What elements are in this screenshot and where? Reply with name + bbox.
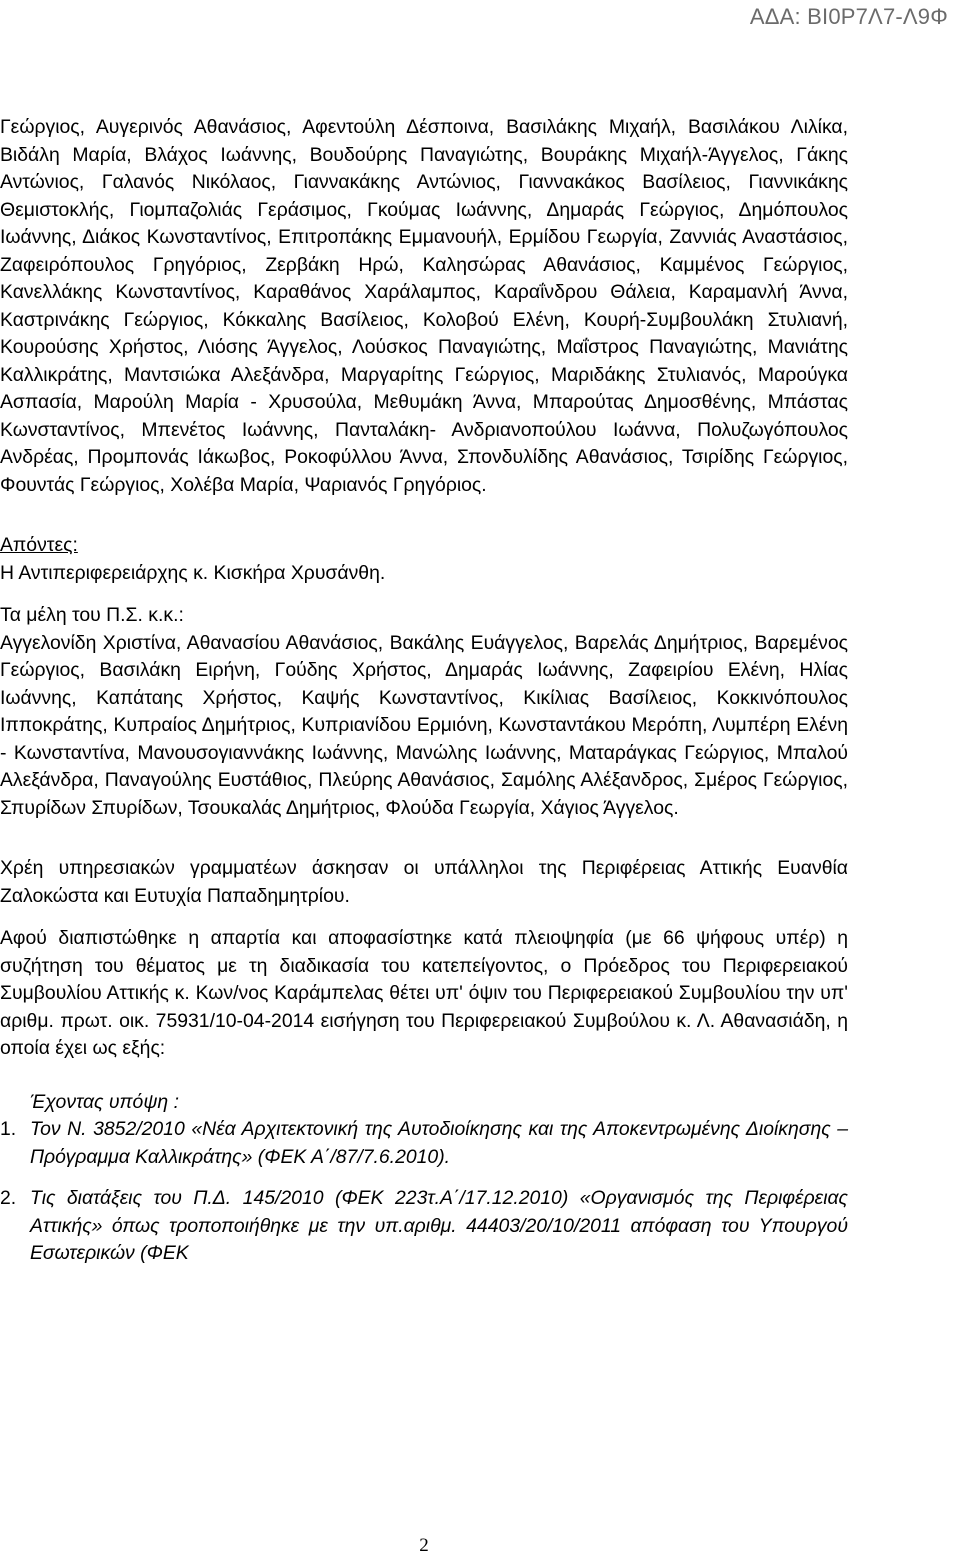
considering-section (0, 1089, 848, 1268)
present-members-list: Γεώργιος, Αυγερινός Αθανάσιος, Αφεντούλη Δέσποινα, Βασιλάκης Μιχαήλ, Βασιλάκου Λιλίκα, Βιδάλη Μαρία, Βλάχος Ιωάννης, Βουδούρης Παναγιώτης, Βουράκης Μιχαήλ-Άγγελος, Γάκης Αντώνιος, Γαλανός Νικόλαος, Γιαννακάκης Αντώνιος, Γιαννακάκος Βασίλειος, Γιαννικάκης Θεμιστοκλής, Γιομπαζολιάς Γεράσιμος, Γκούμας Ιωάννης, Δημαράς Γεώργιος, Δημόπουλος Ιωάννης, Διάκος Κωνσταντίνος, Επιτροπάκης Εμμανουήλ, Ερμίδου Γεωργία, Ζαννιάς Αναστάσιος, Ζαφειρόπουλος Γρηγόριος, Ζερβάκη Ηρώ, Καλησώρας Αθανάσιος, Καμμένος Γεώργιος, Κανελλάκης Κωνσταντίνος, Καραθάνος Χαράλαμπος, Καραΐνδρου Θάλεια, Καραμανλή Άννα, Καστρινάκης Γεώργιος, Κόκκαλης Βασίλειος, Κολοβού Ελένη, Κουρή-Συμβουλάκη Στυλιανή, Κουρούσης Χρήστος, Λιόσης Άγγελος, Λούσκος Παναγιώτης, Μαΐστρος Παναγιώτης, Μανιάτης Καλλικράτης, Μαντσιώκα Αλεξάνδρα, Μαργαρίτης Γεώργιος, Μαριδάκης Στυλιανός, Μαρούγκα Ασπασία, Μαρούλη Μαρία - Χρυσούλα, Μεθυμάκη Άννα, Μπαρούτας Δημοσθένης, Μπάστας Κωνσταντίνος, Μπενέτος Ιωάννης, Πανταλάκη- Ανδριανοπούλου Ιωάννα, Πολυζωγόπουλος Ανδρέας, Προμπονάς Ιάκωβος, Ροκοφύλλου Άννα, Σπονδυλίδης Αθανάσιος, Τσιρίδης Γεώργιος, Φουντάς Γεώργιος, Χολέβα Μαρία, Ψαριανός Γρηγόριος. (0, 116, 848, 496)
page-number: 2 (419, 1535, 429, 1556)
document-body (0, 114, 848, 1282)
spacer (0, 910, 848, 925)
spacer (0, 499, 848, 532)
absent-text: Η Αντιπεριφερειάρχης κ. Κισκήρα Χρυσάνθη. (0, 561, 386, 584)
council-members-section (0, 602, 848, 822)
absent-label: Απόντες: (0, 534, 78, 556)
council-members-list: Αγγελονίδη Χριστίνα, Αθανασίου Αθανάσιος, Βακάλης Ευάγγελος, Βαρελάς Δημήτριος, Βαρεμένος Γεώργιος, Βασιλάκη Ειρήνη, Γούδης Χρήστος, Δημαράς Ιωάννης, Ζαφειρίου Ελένη, Ηλίας Ιωάννης, Καπάταης Χρήστος, Καψής Κωνσταντίνος, Κικίλιας Βασίλειος, Κοκκινόπουλος Ιπποκράτης, Κυπραίος Δημήτριος, Κυπριανίδου Ερμιόνη, Κωνσταντάκου Μερόπη, Λυμπέρη Ελένη - Κωνσταντίνα, Μανουσογιαννάκης Ιωάννης, Μανώλης Ιωάννης, Ματαράγκας Γεώργιος, Μπαλού Αλεξάνδρα, Παναγούλης Ευστάθιος, Πλεύρης Αθανάσιος, Σαμόλης Αλέξανδρος, Σμέρος Γεώργιος, Σπυρίδων Σπυρίδων, Τσουκαλάς Δημήτριος, Φλούδα Γεωργία, Χάγιος Άγγελος. (0, 631, 848, 819)
secretaries-paragraph: Χρέη υπηρεσιακών γραμματέων άσκησαν οι υπάλληλοι της Περιφέρειας Αττικής Ευανθία Ζαλοκώστα και Ευτυχία Παπαδημητρίου. (0, 857, 848, 907)
item-text: Τον Ν. 3852/2010 «Νέα Αρχιτεκτονική της Αυτοδιοίκησης και της Αποκεντρωμένης Διοίκησης – Πρόγραμμα Καλλικράτης» (ΦΕΚ Α΄/87/7.6.2010). (30, 1118, 848, 1168)
considering-item-2 (0, 1185, 848, 1268)
council-members-label: Τα μέλη του Π.Σ. κ.κ.: (0, 604, 184, 626)
considering-item-1 (0, 1116, 848, 1171)
spacer (0, 822, 848, 855)
spacer (0, 1063, 848, 1089)
quorum-paragraph: Αφού διαπιστώθηκε η απαρτία και αποφασίστηκε κατά πλειοψηφία (με 66 ψήφους υπέρ) η συζήτηση του θέματος με τη διαδικασία του κατεπείγοντος, ο Πρόεδρος του Περιφερειακού Συμβουλίου Αττικής κ. Κων/νος Καράμπελας θέτει υπ' όψιν του Περιφερειακού Συμβουλίου την υπ' αριθμ. πρωτ. οικ. 75931/10-04-2014 εισήγηση του Περιφερειακού Συμβούλου κ. Λ. Αθανασιάδη, η οποία έχει ως εξής: (0, 927, 848, 1059)
item-text: Τις διατάξεις του Π.Δ. 145/2010 (ΦΕΚ 223τ.Α΄/17.12.2010) «Οργανισμός της Περιφέρειας Αττικής» όπως τροποποιήθηκε με την υπ.αριθμ. 44403/20/10/2011 απόφαση του Υπουργού Εσωτερικών (ΦΕΚ (30, 1187, 848, 1264)
spacer (0, 587, 848, 602)
considering-intro: Έχοντας υπόψη : (30, 1090, 179, 1113)
item-number: 1. (0, 1118, 17, 1140)
item-number: 2. (0, 1187, 17, 1209)
ada-code: ΑΔΑ: ΒΙ0Ρ7Λ7-Λ9Φ (749, 4, 948, 29)
absent-section (0, 532, 848, 587)
